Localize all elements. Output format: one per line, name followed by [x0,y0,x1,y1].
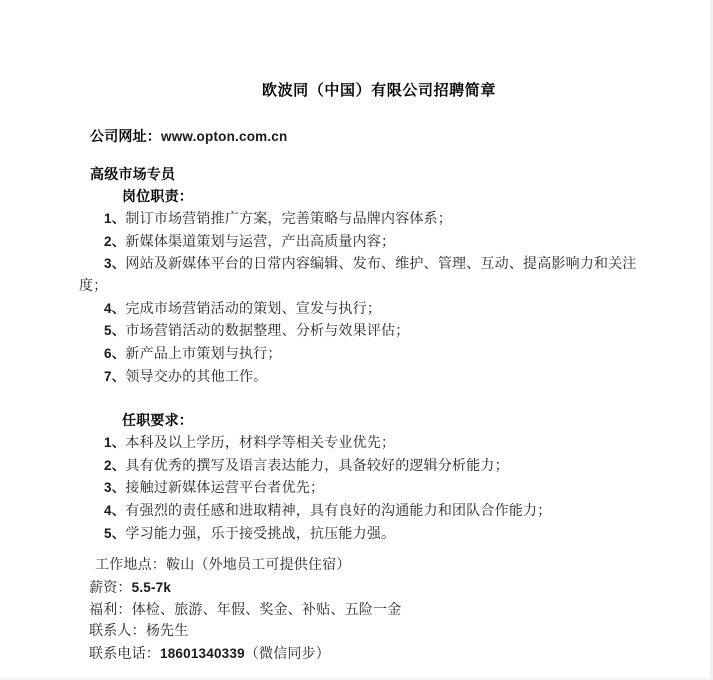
duty-item-wrap: 度； [79,278,108,294]
duty-text: 网站及新媒体平台的日常内容编辑、发布、维护、管理、互动、提高影响力和关注 [125,257,637,273]
duty-text: 完成市场营销活动的策划、宣发与执行； [125,301,382,317]
work-location-value: 鞍山（外地员工可提供住宿） [166,558,351,574]
duty-text: 市场营销活动的数据整理、分析与效果评估； [125,324,410,340]
salary-line [89,577,710,600]
duty-number: 3、 [104,256,126,272]
duty-number: 1、 [104,210,126,226]
requirement-item [104,432,710,455]
company-website-url: www.opton.com.cn [161,128,288,144]
duty-number: 5、 [104,323,126,339]
duty-text: 新产品上市策划与执行； [125,347,282,363]
position-title: 高级市场专员 [90,166,176,183]
duty-number: 6、 [104,346,126,362]
requirement-text: 有强烈的责任感和进取精神，具有良好的沟通能力和团队合作能力； [125,503,552,519]
requirements-heading: 任职要求： [122,412,193,429]
duty-number: 4、 [104,300,126,316]
salary-label: 薪资： [89,581,132,597]
duty-number: 2、 [104,233,126,249]
benefits-line [89,600,710,622]
duty-item [104,366,710,389]
duty-text: 领导交办的其他工作。 [125,369,268,385]
duty-item [104,320,710,343]
requirement-text: 本科及以上学历，材料学等相关专业优先； [125,435,396,451]
duty-item [104,298,710,321]
requirement-item [104,500,710,523]
document-title: 欧波同（中国）有限公司招聘简章 [261,82,496,99]
contact-person-value: 杨先生 [145,624,189,640]
duty-text: 新媒体渠道策划与运营，产出高质量内容； [125,234,396,250]
requirement-text: 具有优秀的撰写及语言表达能力，具备较好的逻辑分析能力； [125,458,509,474]
benefits-label: 福利： [89,602,132,618]
requirement-number: 4、 [104,502,126,518]
requirement-text: 接触过新媒体运营平台者优先； [125,481,325,497]
duty-item [104,231,710,254]
requirement-number: 3、 [104,480,126,496]
requirement-number: 1、 [104,434,126,450]
work-location-line [95,555,710,577]
requirement-text: 学习能力强，乐于接受挑战，抗压能力强。 [125,526,396,542]
duty-item [104,208,710,231]
company-website-label: 公司网址： [90,127,161,144]
duty-item [104,343,710,366]
salary-value: 5.5-7k [131,580,172,596]
requirement-item [104,523,710,546]
company-website-line [90,126,710,149]
contact-phone-line [89,643,710,666]
contact-phone-note: （微信同步） [244,647,330,663]
contact-phone-label: 联系电话： [89,647,160,663]
contact-person-label: 联系人： [89,624,146,640]
requirement-item [104,477,710,500]
requirement-item [104,455,710,478]
duties-heading: 岗位职责： [122,188,193,205]
work-location-label: 工作地点： [95,558,166,574]
requirement-number: 2、 [104,457,126,473]
contact-person-line [89,621,710,643]
benefits-value: 体检、旅游、年假、奖金、补贴、五险一金 [131,602,402,618]
duty-number: 7、 [104,368,126,384]
contact-phone-number: 18601340339 [160,646,245,662]
duty-item [104,253,710,276]
duty-text: 制订市场营销推广方案，完善策略与品牌内容体系； [125,211,453,227]
requirement-number: 5、 [104,525,126,541]
